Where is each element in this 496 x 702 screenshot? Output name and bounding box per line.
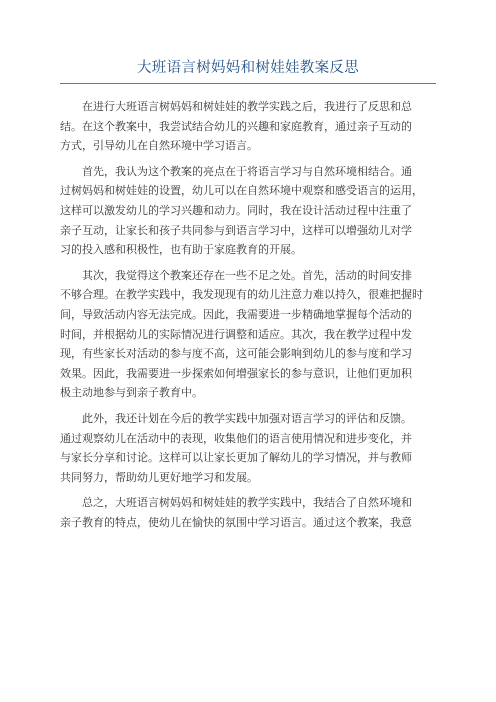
paragraph — [60, 409, 448, 487]
paragraph — [60, 266, 448, 403]
text-line: 共同努力，帮助幼儿更好地学习和发展。 — [60, 470, 258, 484]
text-line: 间，导致活动内容无法完成。因此，我需要进一步精确地掌握每个活动的 — [60, 307, 412, 321]
text-line: 极主动地参与到亲子教育中。 — [60, 386, 203, 400]
document-title: 大班语言树妈妈和树娃娃教案反思 — [137, 60, 359, 76]
text-line: 现，有些家长对活动的参与度不高，这可能会影响到幼儿的参与度和学习 — [60, 347, 412, 361]
paragraph — [60, 97, 448, 156]
text-line: 习的投入感和积极性，也有助于家庭教育的开展。 — [60, 243, 302, 257]
text-line: 时间，并根据幼儿的实际情况进行调整和适应。其次，我在教学过程中发 — [60, 327, 412, 341]
text-line: 其次，我觉得这个教案还存在一些不足之处。首先，活动的时间安排 — [82, 268, 412, 282]
text-line: 亲子教育的特点，使幼儿在愉快的氛围中学习语言。通过这个教案，我意 — [60, 515, 412, 529]
text-line: 首先，我认为这个教案的亮点在于将语言学习与自然环境相结合。通 — [82, 164, 412, 178]
text-line: 结。在这个教案中，我尝试结合幼儿的兴趣和家庭教育，通过亲子互动的 — [60, 119, 412, 133]
text-line: 这样可以激发幼儿的学习兴趣和动力。同时，我在设计活动过程中注重了 — [60, 203, 412, 217]
text-line: 亲子互动，让家长和孩子共同参与到语言学习中，这样可以增强幼儿对学 — [60, 223, 412, 237]
title-underline — [60, 83, 436, 84]
paragraph — [60, 493, 448, 532]
text-line: 总之，大班语言树妈妈和树娃娃的教学实践中，我结合了自然环境和 — [82, 496, 412, 510]
text-line: 在进行大班语言树妈妈和树娃娃的教学实践之后，我进行了反思和总 — [82, 100, 412, 113]
document-body — [60, 97, 448, 538]
text-line: 过树妈妈和树娃娃的设置，幼儿可以在自然环境中观察和感受语言的运用， — [60, 184, 423, 198]
text-line: 不够合理。在教学实践中，我发现现有的幼儿注意力难以持久，很难把握时 — [60, 288, 423, 302]
text-line: 此外，我还计划在今后的教学实践中加强对语言学习的评估和反馈。 — [82, 411, 412, 425]
text-line: 通过观察幼儿在活动中的表现，收集他们的语言使用情况和进步变化，并 — [60, 431, 412, 445]
text-line: 方式，引导幼儿在自然环境中学习语言。 — [60, 139, 258, 153]
text-line: 与家长分享和讨论。这样可以让家长更加了解幼儿的学习情况，并与教师 — [60, 451, 412, 465]
paragraph — [60, 162, 448, 260]
text-line: 效果。因此，我需要进一步探索如何增强家长的参与意识，让他们更加积 — [60, 366, 412, 380]
